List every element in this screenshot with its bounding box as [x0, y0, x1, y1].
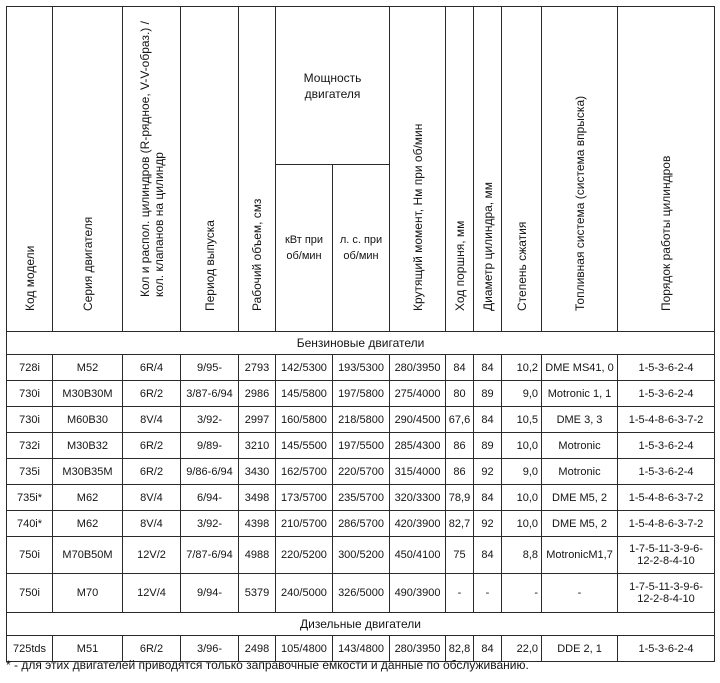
header-fuel-system: Топливная система (система впрыска): [542, 7, 618, 332]
cell-compression: 10,0: [502, 485, 542, 511]
cell-period: 7/87-6/94: [181, 537, 239, 574]
cell-fuel-system: -: [542, 574, 618, 613]
cell-power-kw: 240/5000: [276, 574, 333, 613]
cell-fuel-system: Motronic: [542, 433, 618, 459]
cell-compression: 10,5: [502, 407, 542, 433]
cell-cylinders: 8V/4: [123, 407, 181, 433]
cell-firing-order: 1-5-4-8-6-3-7-2: [618, 485, 715, 511]
header-engine-series: Серия двигателя: [53, 7, 123, 332]
cell-fuel-system: DDE 2, 1: [542, 636, 618, 662]
table-row: [7, 381, 715, 407]
cell-period: 9/89-: [181, 433, 239, 459]
cell-compression: 9,0: [502, 459, 542, 485]
cell-cylinders: 12V/4: [123, 574, 181, 613]
cell-power-kw: 220/5200: [276, 537, 333, 574]
cell-period: 6/94-: [181, 485, 239, 511]
cell-torque: 315/4000: [390, 459, 446, 485]
cell-displacement: 4398: [239, 511, 276, 537]
cell-model-code: 740i*: [7, 511, 53, 537]
cell-power-kw: 145/5500: [276, 433, 333, 459]
cell-compression: 8,8: [502, 537, 542, 574]
cell-model-code: 725tds: [7, 636, 53, 662]
cell-engine-series: M70B50M: [53, 537, 123, 574]
cell-period: 3/92-: [181, 407, 239, 433]
cell-bore: 92: [474, 459, 502, 485]
cell-displacement: 2793: [239, 355, 276, 381]
cell-power-hp: 197/5800: [333, 381, 390, 407]
table-row: [7, 355, 715, 381]
cell-engine-series: M70: [53, 574, 123, 613]
table-row: [7, 433, 715, 459]
cell-torque: 275/4000: [390, 381, 446, 407]
section-row-petrol: [7, 332, 715, 355]
cell-displacement: 3498: [239, 485, 276, 511]
cell-power-kw: 210/5700: [276, 511, 333, 537]
cell-model-code: 735i: [7, 459, 53, 485]
header-displacement: Рабочий объем, смз: [239, 7, 276, 332]
cell-engine-series: M52: [53, 355, 123, 381]
table-row: [7, 574, 715, 613]
cell-cylinders: 8V/4: [123, 485, 181, 511]
cell-power-kw: 142/5300: [276, 355, 333, 381]
cell-power-kw: 160/5800: [276, 407, 333, 433]
cell-torque: 290/4500: [390, 407, 446, 433]
cell-stroke: 86: [446, 433, 474, 459]
cell-firing-order: 1-5-3-6-2-4: [618, 636, 715, 662]
cell-firing-order: 1-5-3-6-2-4: [618, 459, 715, 485]
cell-period: 3/96-: [181, 636, 239, 662]
header-production-period: Период выпуска: [181, 7, 239, 332]
cell-engine-series: M30B32: [53, 433, 123, 459]
cell-power-hp: 326/5000: [333, 574, 390, 613]
cell-bore: 89: [474, 433, 502, 459]
cell-bore: 84: [474, 636, 502, 662]
cell-power-hp: 300/5200: [333, 537, 390, 574]
cell-torque: 320/3300: [390, 485, 446, 511]
cell-bore: 84: [474, 355, 502, 381]
cell-torque: 450/4100: [390, 537, 446, 574]
cell-stroke: -: [446, 574, 474, 613]
cell-fuel-system: Motronic: [542, 459, 618, 485]
table-row: [7, 485, 715, 511]
cell-firing-order: 1-5-3-6-2-4: [618, 381, 715, 407]
cell-cylinders: 6R/2: [123, 636, 181, 662]
cell-model-code: 728i: [7, 355, 53, 381]
cell-cylinders: 12V/2: [123, 537, 181, 574]
cell-bore: 84: [474, 485, 502, 511]
cell-power-kw: 145/5800: [276, 381, 333, 407]
cell-power-kw: 105/4800: [276, 636, 333, 662]
header-model-code: Код модели: [7, 7, 53, 332]
header-power-kw: кВт при об/мин: [276, 165, 333, 332]
cell-stroke: 82,7: [446, 511, 474, 537]
table-row: [7, 511, 715, 537]
cell-period: 9/94-: [181, 574, 239, 613]
cell-power-hp: 235/5700: [333, 485, 390, 511]
section-label-diesel: Дизельные двигатели: [7, 613, 715, 636]
cell-torque: 490/3900: [390, 574, 446, 613]
cell-displacement: 3430: [239, 459, 276, 485]
cell-stroke: 86: [446, 459, 474, 485]
cell-torque: 280/3950: [390, 636, 446, 662]
cell-compression: 9,0: [502, 381, 542, 407]
cell-cylinders: 6R/2: [123, 459, 181, 485]
cell-period: 3/92-: [181, 511, 239, 537]
cell-power-kw: 162/5700: [276, 459, 333, 485]
cell-stroke: 80: [446, 381, 474, 407]
cell-fuel-system: DME 3, 3: [542, 407, 618, 433]
cell-bore: 92: [474, 511, 502, 537]
cell-fuel-system: MotronicM1,7: [542, 537, 618, 574]
cell-displacement: 5379: [239, 574, 276, 613]
cell-engine-series: M60B30: [53, 407, 123, 433]
table-row: [7, 407, 715, 433]
cell-power-hp: 220/5700: [333, 459, 390, 485]
header-stroke: Ход поршня, мм: [446, 7, 474, 332]
header-power-hp: л. с. при об/мин: [333, 165, 390, 332]
cell-cylinders: 6R/4: [123, 355, 181, 381]
cell-period: 3/87-6/94: [181, 381, 239, 407]
cell-engine-series: M30B30M: [53, 381, 123, 407]
header-cylinders: Кол и распол. цилиндров (R-рядное, V-V-образ.) / кол. клапанов на цилиндр: [123, 7, 181, 332]
cell-fuel-system: DME M5, 2: [542, 511, 618, 537]
cell-displacement: 2986: [239, 381, 276, 407]
cell-stroke: 82,8: [446, 636, 474, 662]
cell-power-hp: 286/5700: [333, 511, 390, 537]
cell-power-kw: 173/5700: [276, 485, 333, 511]
cell-displacement: 2997: [239, 407, 276, 433]
header-bore: Диаметр цилиндра, мм: [474, 7, 502, 332]
cell-firing-order: 1-5-3-6-2-4: [618, 355, 715, 381]
cell-cylinders: 8V/4: [123, 511, 181, 537]
cell-bore: 84: [474, 537, 502, 574]
cell-fuel-system: DME MS41, 0: [542, 355, 618, 381]
cell-model-code: 730i: [7, 407, 53, 433]
section-label-petrol: Бензиновые двигатели: [7, 332, 715, 355]
cell-fuel-system: DME M5, 2: [542, 485, 618, 511]
cell-compression: 10,0: [502, 511, 542, 537]
cell-model-code: 750i: [7, 574, 53, 613]
cell-displacement: 3210: [239, 433, 276, 459]
cell-bore: 89: [474, 381, 502, 407]
cell-displacement: 2498: [239, 636, 276, 662]
cell-power-hp: 193/5300: [333, 355, 390, 381]
cell-model-code: 730i: [7, 381, 53, 407]
cell-stroke: 84: [446, 355, 474, 381]
cell-stroke: 67,6: [446, 407, 474, 433]
cell-cylinders: 6R/2: [123, 433, 181, 459]
cell-power-hp: 197/5500: [333, 433, 390, 459]
header-compression: Степень сжатия: [502, 7, 542, 332]
cell-period: 9/86-6/94: [181, 459, 239, 485]
cell-engine-series: M30B35M: [53, 459, 123, 485]
header-engine-power: Мощность двигателя: [276, 7, 390, 165]
header-torque: Крутящий момент, Нм при об/мин: [390, 7, 446, 332]
cell-compression: 10,2: [502, 355, 542, 381]
cell-model-code: 735i*: [7, 485, 53, 511]
cell-firing-order: 1-7-5-11-3-9-6- 12-2-8-4-10: [618, 537, 715, 574]
cell-model-code: 750i: [7, 537, 53, 574]
cell-firing-order: 1-5-4-8-6-3-7-2: [618, 407, 715, 433]
table-row: [7, 537, 715, 574]
cell-firing-order: 1-7-5-11-3-9-6- 12-2-8-4-10: [618, 574, 715, 613]
cell-engine-series: M51: [53, 636, 123, 662]
cell-compression: -: [502, 574, 542, 613]
cell-engine-series: M62: [53, 511, 123, 537]
cell-firing-order: 1-5-4-8-6-3-7-2: [618, 511, 715, 537]
section-row-diesel: [7, 613, 715, 636]
cell-stroke: 75: [446, 537, 474, 574]
cell-bore: 84: [474, 407, 502, 433]
cell-bore: -: [474, 574, 502, 613]
cell-compression: 22,0: [502, 636, 542, 662]
cell-torque: 420/3900: [390, 511, 446, 537]
cell-model-code: 732i: [7, 433, 53, 459]
footnote: * - для этих двигателей приводятся только заправочные емкости и данные по обслуживанию.: [6, 658, 529, 672]
engine-spec-table: [6, 6, 715, 662]
cell-firing-order: 1-5-3-6-2-4: [618, 433, 715, 459]
cell-torque: 285/4300: [390, 433, 446, 459]
cell-engine-series: M62: [53, 485, 123, 511]
cell-torque: 280/3950: [390, 355, 446, 381]
cell-power-hp: 143/4800: [333, 636, 390, 662]
cell-compression: 10,0: [502, 433, 542, 459]
header-firing-order: Порядок работы цилиндров: [618, 7, 715, 332]
table-row: [7, 459, 715, 485]
cell-displacement: 4988: [239, 537, 276, 574]
cell-period: 9/95-: [181, 355, 239, 381]
cell-stroke: 78,9: [446, 485, 474, 511]
cell-cylinders: 6R/2: [123, 381, 181, 407]
cell-fuel-system: Motronic 1, 1: [542, 381, 618, 407]
cell-power-hp: 218/5800: [333, 407, 390, 433]
